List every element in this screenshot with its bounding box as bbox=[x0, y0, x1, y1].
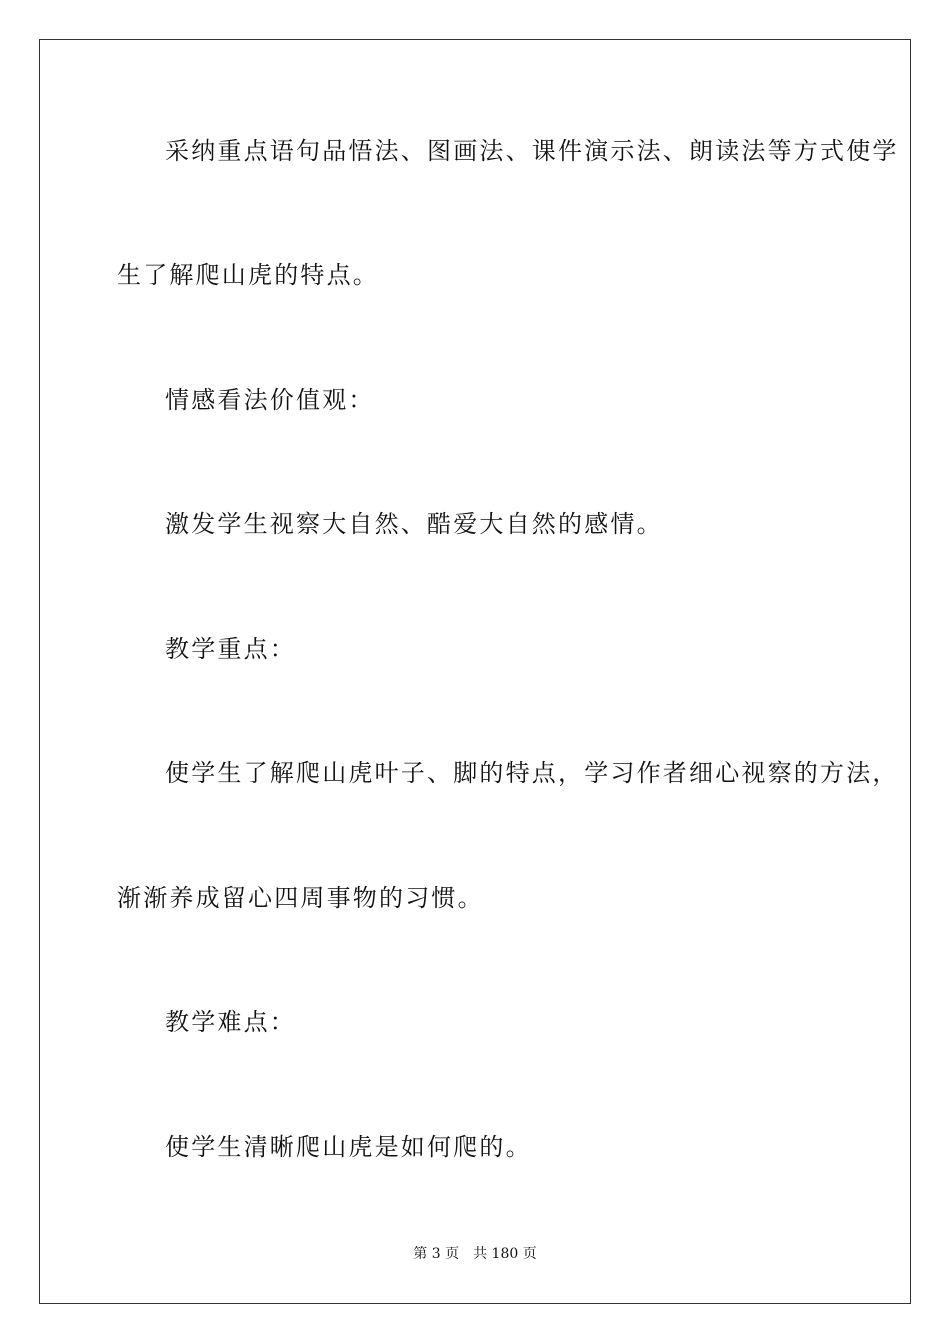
page-number: 第 3 页 bbox=[413, 1246, 460, 1262]
page-total: 共 180 页 bbox=[473, 1246, 537, 1262]
paragraph-line-3: 情感看法价值观： bbox=[165, 386, 375, 414]
paragraph-line-4: 激发学生视察大自然、酷爱大自然的感情。 bbox=[165, 510, 663, 538]
paragraph-line-7: 渐渐养成留心四周事物的习惯。 bbox=[117, 884, 484, 912]
paragraph-line-6: 使学生了解爬山虎叶子、脚的特点，学习作者细心视察的方法， bbox=[165, 759, 899, 787]
page-frame bbox=[39, 39, 911, 1304]
paragraph-line-1: 采纳重点语句品悟法、图画法、课件演示法、朗读法等方式使学 bbox=[165, 137, 899, 165]
paragraph-line-5: 教学重点： bbox=[165, 635, 296, 663]
page-footer bbox=[0, 1244, 950, 1264]
paragraph-line-9: 使学生清晰爬山虎是如何爬的。 bbox=[165, 1133, 532, 1161]
paragraph-line-2: 生了解爬山虎的特点。 bbox=[117, 261, 379, 289]
paragraph-line-8: 教学难点： bbox=[165, 1008, 296, 1036]
